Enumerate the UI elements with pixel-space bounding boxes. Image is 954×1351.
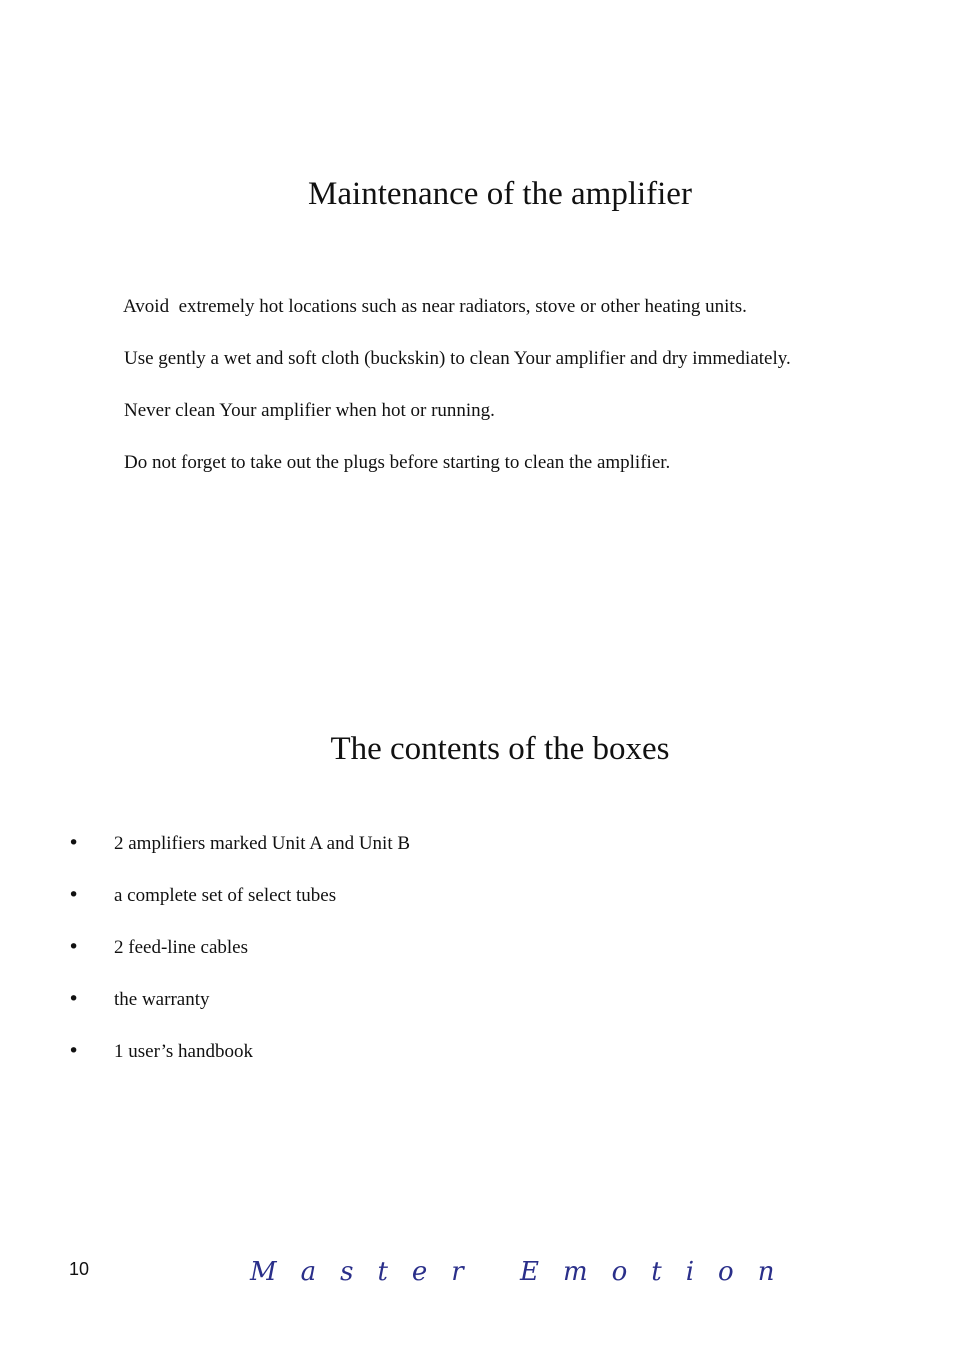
list-item (0, 834, 700, 858)
list-item (0, 938, 700, 962)
bullet-icon: • (68, 988, 80, 1010)
section-title-maintenance: Maintenance of the amplifier (308, 176, 692, 212)
list-item-text: the warranty (114, 989, 210, 1010)
paragraph-unplug: Do not forget to take out the plugs before starting to clean the amplifier. (124, 452, 671, 473)
bullet-icon: • (68, 884, 80, 906)
list-item (0, 1042, 700, 1066)
paragraph-never-clean-hot: Never clean Your amplifier when hot or running. (124, 400, 495, 421)
list-item (0, 886, 700, 910)
list-item-text: 2 feed-line cables (114, 937, 248, 958)
list-item-text: 2 amplifiers marked Unit A and Unit B (114, 833, 411, 854)
bullet-icon: • (68, 936, 80, 958)
section-title-contents: The contents of the boxes (330, 731, 670, 767)
list-item-text: 1 user’s handbook (114, 1041, 253, 1062)
list-item (0, 990, 700, 1014)
paragraph-avoid-heat: Avoid extremely hot locations such as near radiators, stove or other heating units. (123, 296, 747, 317)
brand-logo-text: Master Emotion (250, 1257, 799, 1287)
list-item-text: a complete set of select tubes (114, 885, 337, 906)
paragraph-clean-cloth: Use gently a wet and soft cloth (buckskin) to clean Your amplifier and dry immediately. (124, 348, 791, 369)
bullet-icon: • (68, 832, 80, 854)
page-number: 10 (69, 1259, 90, 1279)
bullet-icon: • (68, 1040, 80, 1062)
